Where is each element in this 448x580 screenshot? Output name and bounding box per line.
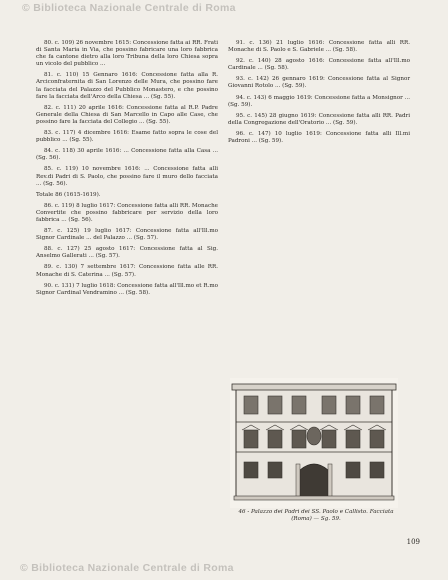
watermark-top: © Biblioteca Nazionale Centrale di Roma bbox=[22, 2, 236, 14]
total-line: Totale 86 (1615-1619). bbox=[36, 191, 101, 198]
entry: 80. c. 109) 26 novembre 1615: Concessione fatta ai RR. Frati di Santa Maria in Via, che possino fabricare una loro fabbrica che fa cantone dietro alla loro Tribuna della loro Chiesa sopra un vicolo del pubblico ... bbox=[36, 40, 218, 68]
entry: 83. c. 117) 4 dicembre 1616: Esame fatto sopra le cose del pubblico ... (Sg. 55). bbox=[36, 130, 218, 144]
entry: 91. c. 136) 21 luglio 1616: Concessione fatta alli RR. Monache di S. Paolo e S. Gabriele ... (Sg. 58). bbox=[228, 40, 410, 54]
watermark-bottom: © Biblioteca Nazionale Centrale di Roma bbox=[20, 562, 234, 574]
entry: 95. c. 145) 28 giugno 1619: Concessione fatta alli RR. Padri della Congregazione dell'Oratorio ... (Sg. 59). bbox=[228, 112, 410, 126]
page-number: 109 bbox=[406, 538, 420, 546]
entry: 86. c. 119) 8 luglio 1617: Concessione fatta alli RR. Monache Convertite che possino fabbricare per servizio della loro fabbrica ... (Sg. 56). bbox=[36, 202, 218, 223]
facade-illustration bbox=[230, 378, 398, 508]
left-column bbox=[36, 40, 218, 301]
entry: 89. c. 130) 7 settembre 1617: Concessione fatta alle RR. Monache di S. Caterina ... (Sg. 57). bbox=[36, 264, 218, 278]
entry: 90. c. 131) 7 luglio 1618: Concessione fatta all'Ill.mo et R.mo Signor Cardinal Vendramino ... (Sg. 58). bbox=[36, 282, 218, 296]
figure-caption: 46 - Palazzo dei Padri dei SS. Paolo e Callisto. Facciata (Roma) — Sg. 59. bbox=[238, 509, 394, 522]
entry: 85. c. 119) 10 novembre 1616: ... Concessione fatta alli Rev.di Padri di S. Paolo, che possino fare il muro dello facciata ... (Sg. 56). bbox=[36, 166, 218, 187]
entry: 81. c. 110) 15 Gennaro 1616: Concessione fatta alla R. Arciconfraternita di San Lorenzo delle Mura, che possino fare la facciata del Palazzo del Pubblico Monastero, e che possino fare la facciata dell'Arco della Chiesa ... (Sg. 55). bbox=[36, 72, 218, 100]
entry: 88. c. 127) 25 agosto 1617: Concessione fatta al Sig. Anselmo Gallerati ... (Sg. 57). bbox=[36, 246, 218, 260]
entry: 96. c. 147) 10 luglio 1619: Concessione fatta alli Ill.mi Padroni ... (Sg. 59). bbox=[228, 130, 410, 145]
entry: 92. c. 140) 28 agosto 1616: Concessione fatta all'Ill.mo Cardinale ... (Sg. 58). bbox=[228, 58, 410, 72]
entry: 82. c. 111) 20 aprile 1616: Concessione fatta al R.P. Padre Generale della Chiesa di San Marcello in Capo alle Case, che possino fare la facciata del Collegio ... (Sg. 55). bbox=[36, 104, 218, 125]
facade-drawing bbox=[230, 378, 398, 508]
entry: 87. c. 125) 19 luglio 1617: Concessione fatta all'Ill.mo Signor Cardinale ... del Palazzo ... (Sg. 57). bbox=[36, 228, 218, 242]
entry: 84. c. 118) 30 aprile 1616: ... Concessione fatta alla Casa ... (Sg. 56). bbox=[36, 148, 218, 162]
entry: 93. c. 142) 26 gennaro 1619: Concessione fatta al Signor Giovanni Rotolo ... (Sg. 59). bbox=[228, 76, 410, 90]
right-column bbox=[228, 40, 410, 149]
entry: 94. c. 143) 6 maggio 1619: Concessione fatta a Monsignor ... (Sg. 59). bbox=[228, 94, 410, 108]
